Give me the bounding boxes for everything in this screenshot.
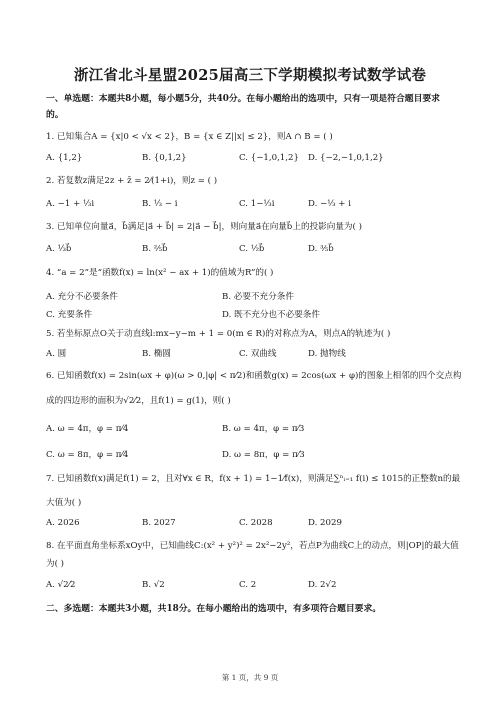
q1-option-a[interactable]: A. {1,2} [46, 153, 83, 163]
q7-option-c[interactable]: C. 2028 [239, 518, 273, 528]
q3-option-d[interactable]: D. ⅗b⃗ [308, 244, 334, 254]
question-6-stem-line1: 6. 已知函数f(x) = 2sin(ωx + φ)(ω > 0,|φ| < π⁄2)和函数g(x) = 2cos(ωx + φ)的图象上相邻的四个交点构 [46, 371, 462, 381]
question-8-stem-line1: 8. 在平面直角坐标系xOy中，已知曲线C:(x² + y²)² = 2x²−2y²，若点P为曲线C上的动点，则|OP|的最大值 [46, 541, 459, 551]
question-7-options [46, 518, 466, 530]
question-4-options-row1 [46, 290, 466, 302]
question-5-stem: 5. 若坐标原点O关于动直线l:mx−y−m + 1 = 0(m ∈ R)的对称点为A，则点A的轨迹为( ) [46, 329, 391, 339]
question-5-options [46, 347, 466, 359]
q5-option-d[interactable]: D. 抛物线 [308, 349, 346, 359]
q5-option-c[interactable]: C. 双曲线 [239, 349, 277, 359]
q2-option-c[interactable]: C. 1−⅓i [239, 199, 275, 209]
section1-instructions-line1: 一、单选题：本题共8小题，每小题5分，共40分。在每小题给出的选项中，只有一项是符合题目要求 [46, 94, 440, 104]
question-1-options [46, 153, 466, 165]
q3-option-a[interactable]: A. ⅓b⃗ [46, 244, 72, 254]
q6-option-b[interactable]: B. ω = 4π，φ = π⁄3 [222, 424, 305, 434]
question-3-options [46, 244, 466, 256]
question-6-options-row2 [46, 448, 466, 460]
question-8-options [46, 580, 466, 592]
q8-option-c[interactable]: C. 2 [239, 580, 257, 590]
q1-option-b[interactable]: B. {0,1,2} [142, 153, 187, 163]
q8-option-d[interactable]: D. 2√2 [308, 580, 337, 590]
q8-option-a[interactable]: A. √2⁄2 [46, 580, 76, 590]
question-6-stem-line2: 成的四边形的面积为√2⁄2，且f(1) = g(1)，则( ) [46, 396, 231, 406]
q3-option-b[interactable]: B. ⅖b⃗ [142, 244, 168, 254]
q4-option-b[interactable]: B. 必要不充分条件 [222, 292, 294, 302]
q7-option-d[interactable]: D. 2029 [308, 518, 342, 528]
exam-title: 浙江省北斗星盟2025届高三下学期模拟考试数学试卷 [73, 67, 427, 84]
question-8-stem-line2: 为( ) [46, 559, 65, 569]
q4-option-d[interactable]: D. 既不充分也不必要条件 [222, 310, 320, 320]
section1-instructions-line2: 的。 [46, 110, 64, 120]
q4-option-c[interactable]: C. 充要条件 [46, 310, 93, 320]
q7-option-a[interactable]: A. 2026 [46, 518, 80, 528]
question-7-stem-line1: 7. 已知函数f(x)满足f(1) = 2，且对∀x ∈ R，f(x + 1) = 1−1⁄f(x)，则满足∑ⁿᵢ₌₁ f(i) ≤ 1015的正整数n的最 [46, 474, 461, 484]
question-4-stem: 4. “a = 2”是“函数f(x) = ln(x² − ax + 1)的值域为R”的( ) [46, 268, 274, 278]
question-1-stem: 1. 已知集合A = {x|0 < √x < 2}，B = {x ∈ Z||x| ≤ 2}，则A ∩ B = ( ) [46, 132, 333, 142]
question-2-stem: 2. 若复数z满足2z + z̄ = 2⁄(1+i)，则z = ( ) [46, 176, 218, 186]
q4-option-a[interactable]: A. 充分不必要条件 [46, 292, 118, 302]
question-7-stem-line2: 大值为( ) [46, 498, 82, 508]
q5-option-a[interactable]: A. 圆 [46, 349, 67, 359]
q5-option-b[interactable]: B. 椭圆 [142, 349, 171, 359]
q8-option-b[interactable]: B. √2 [142, 580, 165, 590]
q6-option-d[interactable]: D. ω = 8π，φ = π⁄3 [222, 450, 305, 460]
section2-instructions: 二、多选题：本题共3小题，共18分。在每小题给出的选项中，有多项符合题目要求。 [46, 604, 382, 614]
question-3-stem: 3. 已知单位向量a⃗，b⃗满足|a⃗ + b⃗| = 2|a⃗ − b⃗|，则向量a⃗在向量b⃗上的投影向量为( ) [46, 222, 362, 232]
question-6-options-row1 [46, 422, 466, 434]
q2-option-d[interactable]: D. −⅓ + i [308, 199, 351, 209]
q1-option-d[interactable]: D. {−2,−1,0,1,2} [308, 153, 384, 163]
page-footer: 第 1 页，共 9 页 [221, 673, 279, 682]
q2-option-b[interactable]: B. ⅓ − i [142, 199, 178, 209]
q1-option-c[interactable]: C. {−1,0,1,2} [239, 153, 299, 163]
question-4-options-row2 [46, 308, 466, 320]
q7-option-b[interactable]: B. 2027 [142, 518, 176, 528]
q6-option-c[interactable]: C. ω = 8π，φ = π⁄4 [46, 450, 129, 460]
q6-option-a[interactable]: A. ω = 4π，φ = π⁄4 [46, 424, 129, 434]
q3-option-c[interactable]: C. ½b⃗ [239, 244, 265, 254]
question-2-options [46, 199, 466, 211]
q2-option-a[interactable]: A. −1 + ⅓i [46, 199, 95, 209]
